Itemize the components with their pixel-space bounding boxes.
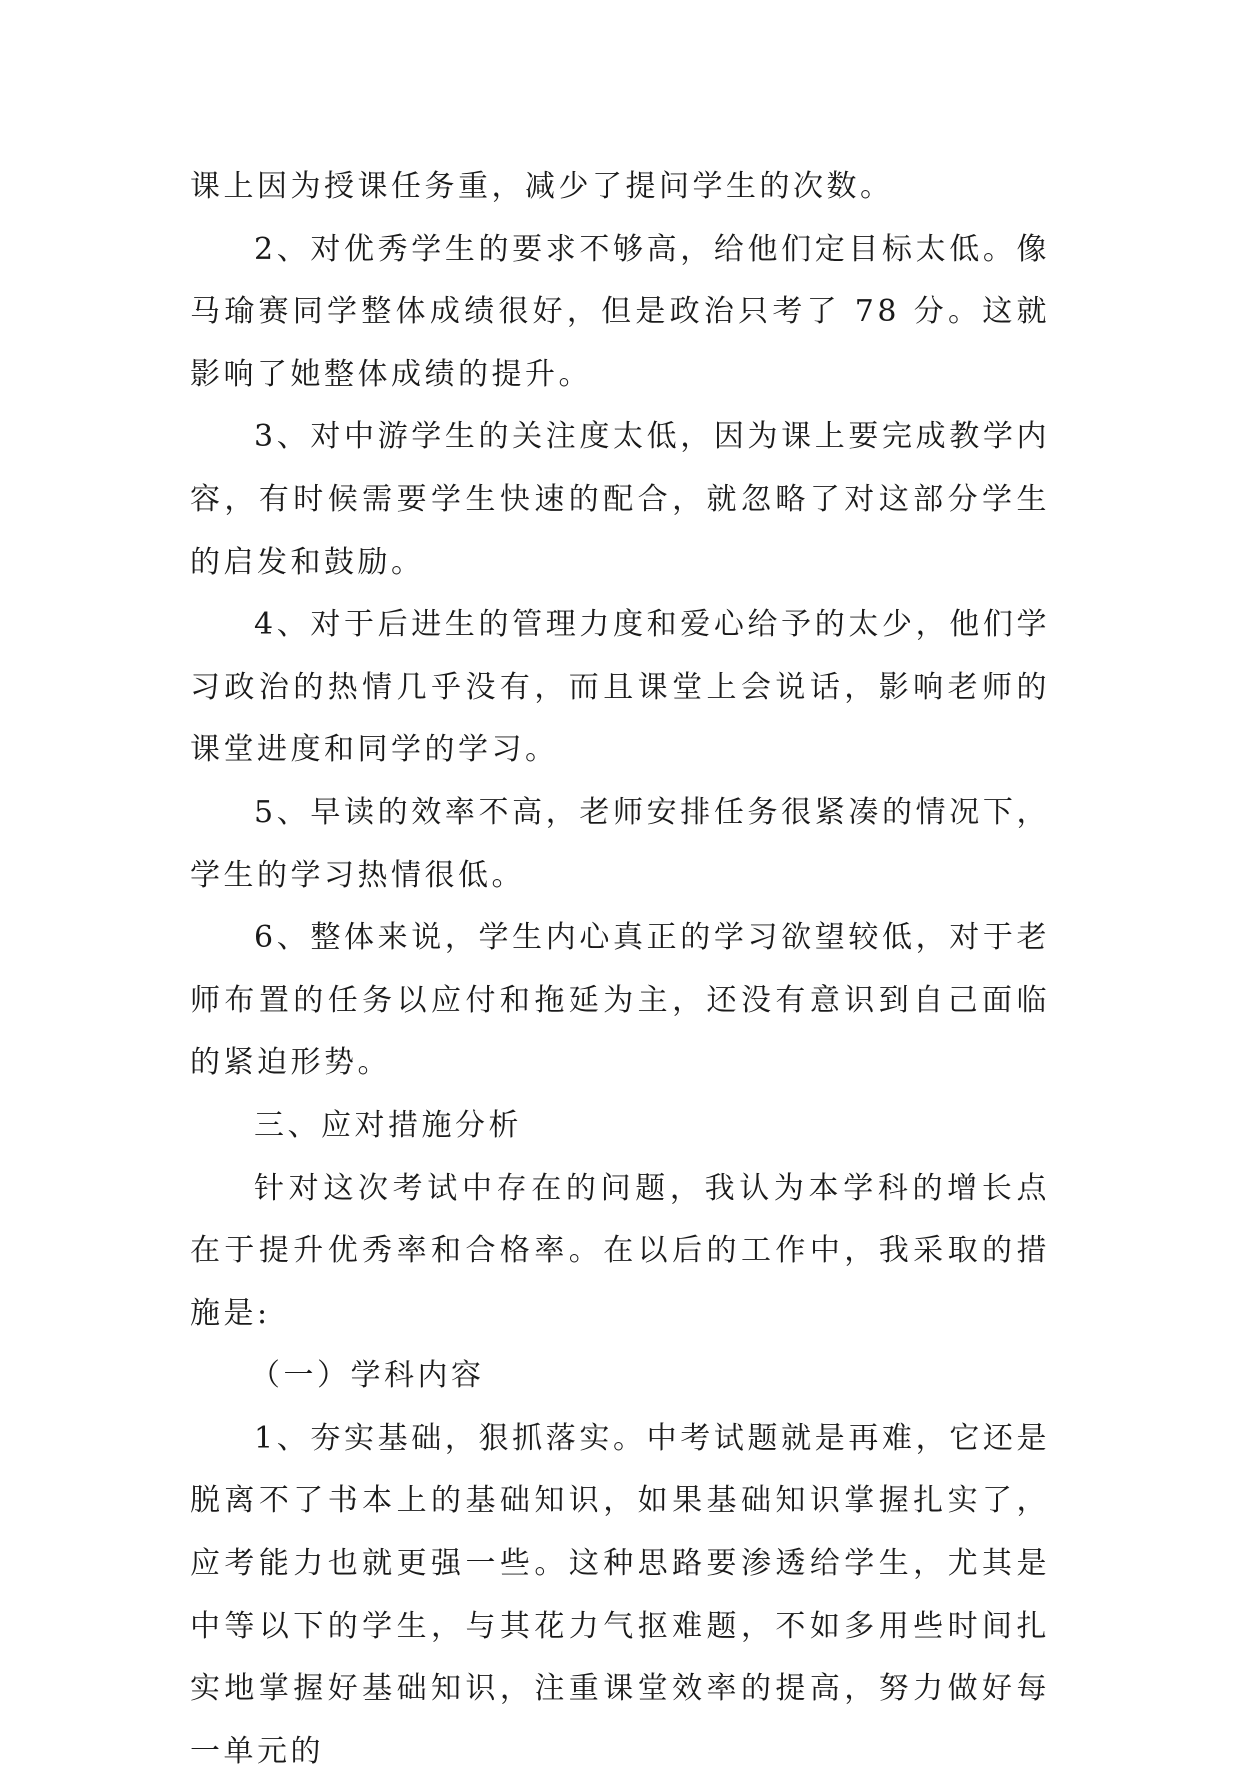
section-heading: 三、应对措施分析 [254, 1107, 522, 1143]
document-body [190, 156, 1050, 1783]
paragraph-item-6: 6、整体来说，学生内心真正的学习欲望较低，对于老师布置的任务以应付和拖延为主，还没有意识到自己面临的紧迫形势。 [190, 920, 1050, 1081]
paragraph-continuation: 课上因为授课任务重，减少了提问学生的次数。 [190, 169, 894, 204]
paragraph-item-2: 2、对优秀学生的要求不够高，给他们定目标太低。像马瑜赛同学整体成绩很好，但是政治只考了 78 分。这就影响了她整体成绩的提升。 [190, 231, 1050, 392]
subsection-heading: （一）学科内容 [250, 1358, 485, 1394]
paragraph-measure-1: 1、夯实基础，狠抓落实。中考试题就是再难，它还是脱离不了书本上的基础知识，如果基础知识掌握扎实了，应考能力也就更强一些。这种思路要渗透给学生，尤其是中等以下的学生，与其花力气抠难题，不如多用些时间扎实地掌握好基础知识，注重课堂效率的提高，努力做好每一单元的 [190, 1420, 1050, 1769]
paragraph-item-4: 4、对于后进生的管理力度和爱心给予的太少，他们学习政治的热情几乎没有，而且课堂上会说话，影响老师的课堂进度和同学的学习。 [190, 607, 1050, 768]
paragraph-item-5: 5、早读的效率不高，老师安排任务很紧凑的情况下，学生的学习热情很低。 [190, 794, 1050, 893]
paragraph-item-3: 3、对中游学生的关注度太低，因为课上要完成教学内容，有时候需要学生快速的配合，就忽略了对这部分学生的启发和鼓励。 [190, 419, 1050, 580]
paragraph-intro: 针对这次考试中存在的问题，我认为本学科的增长点在于提升优秀率和合格率。在以后的工作中，我采取的措施是: [190, 1170, 1050, 1331]
